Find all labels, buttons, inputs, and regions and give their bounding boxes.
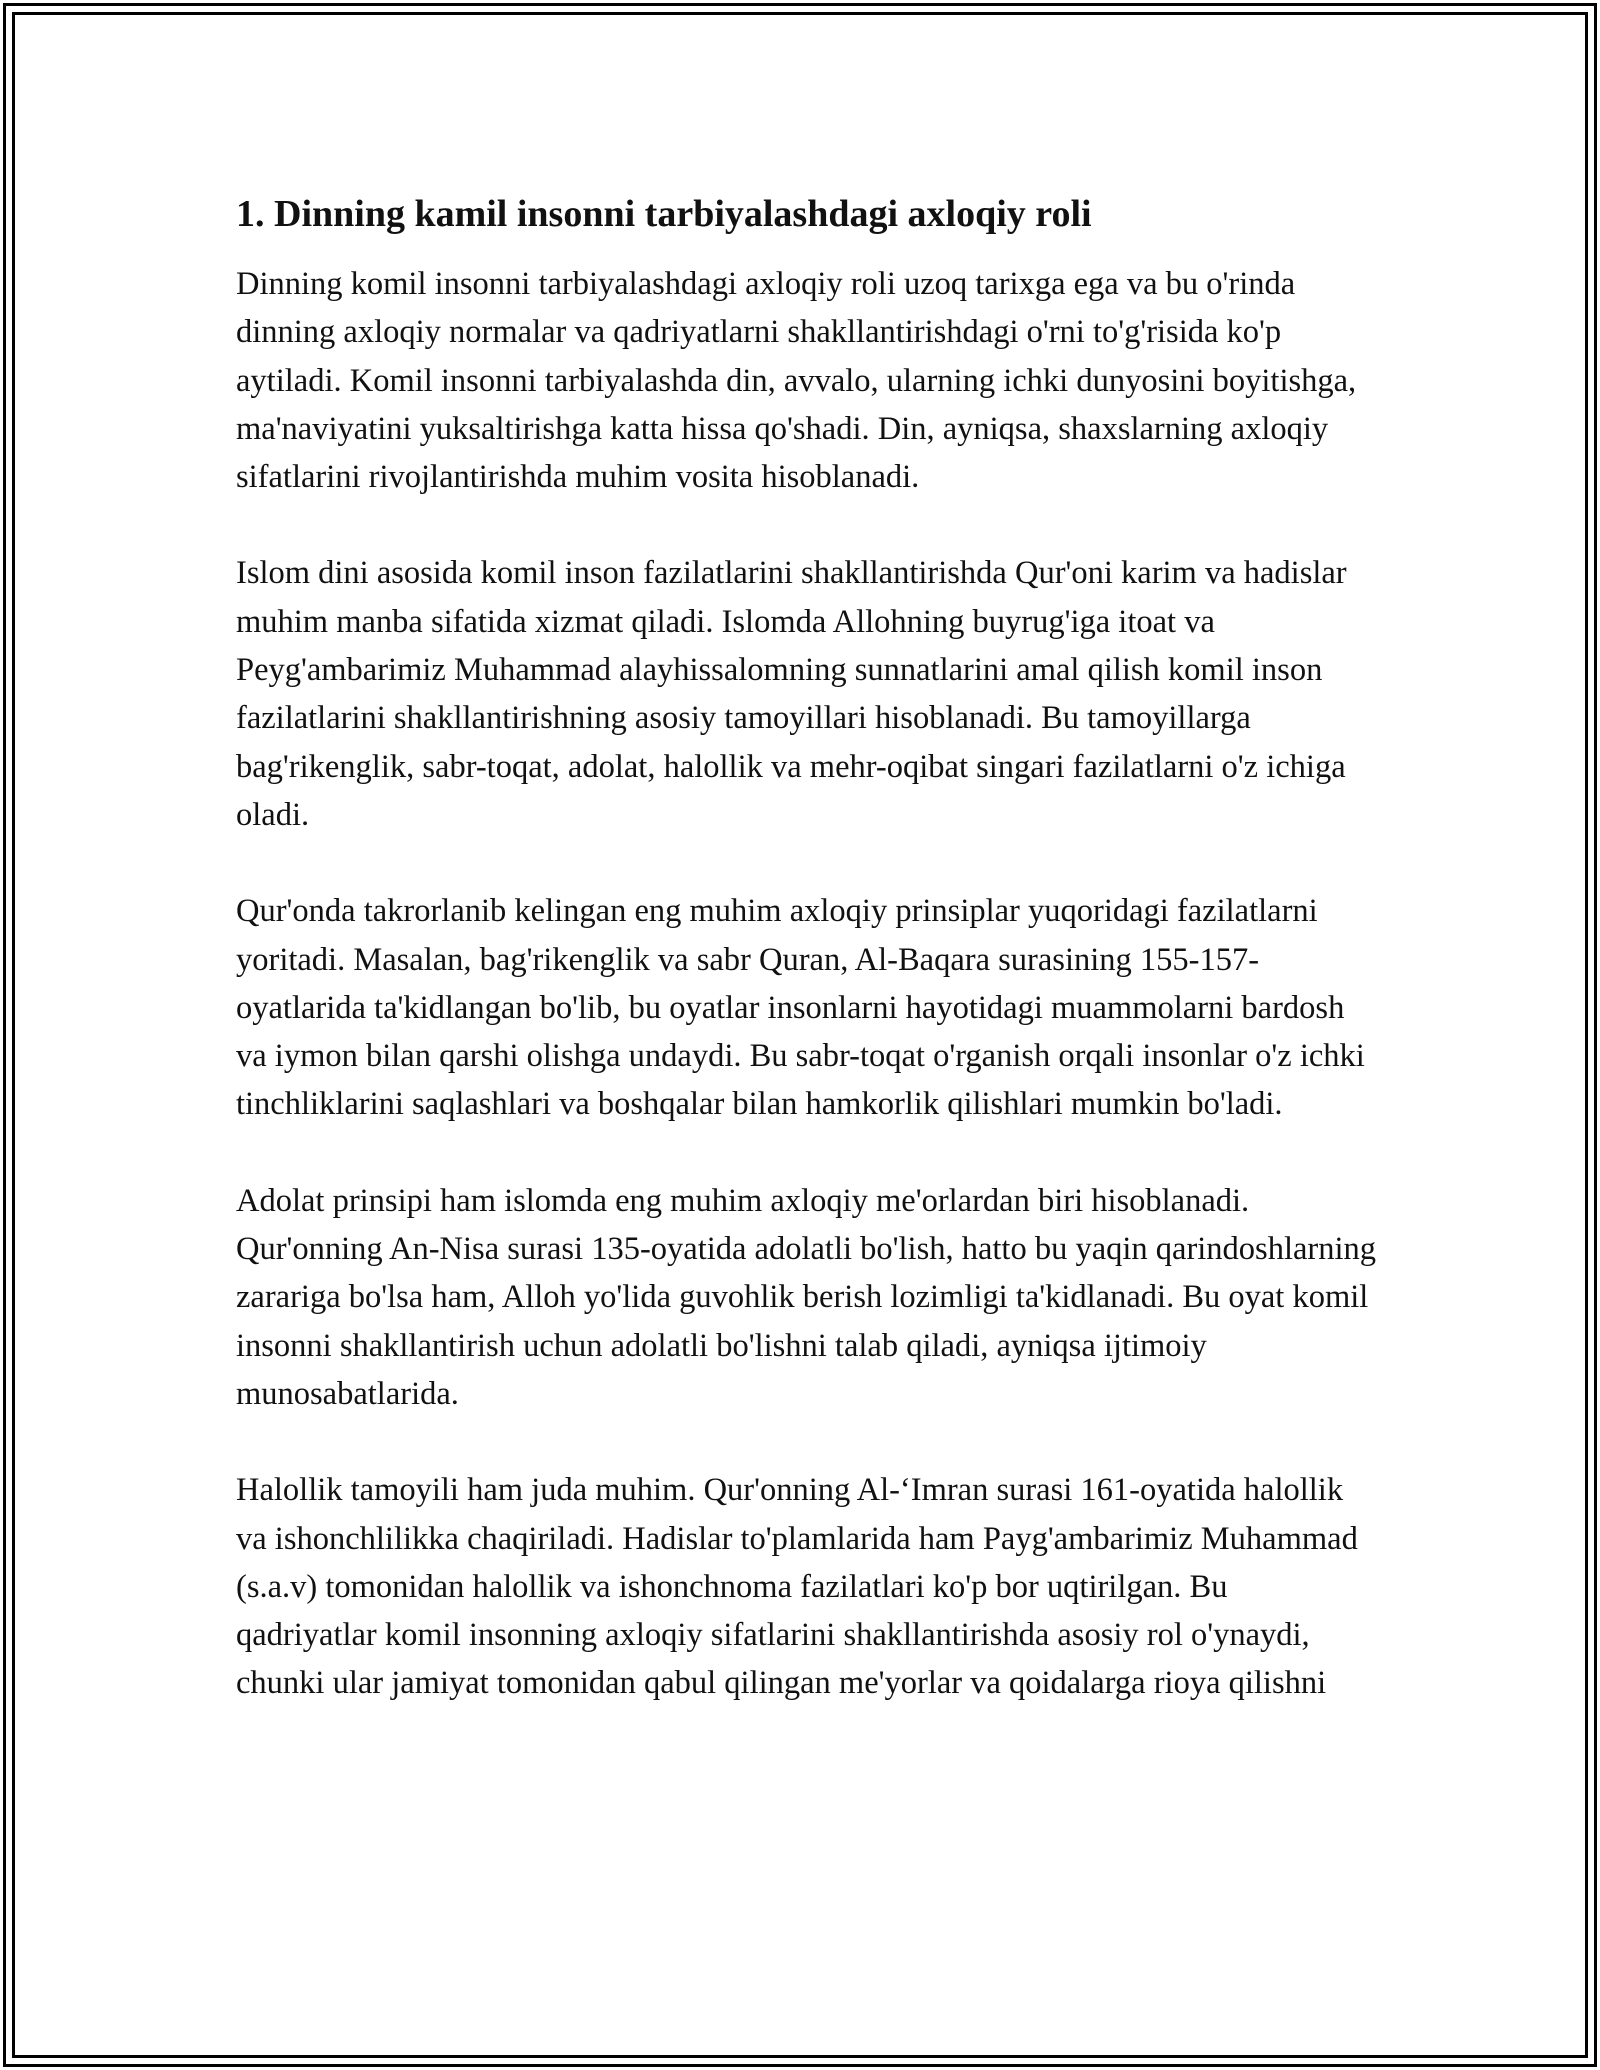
section-heading: 1. Dinning kamil insonni tarbiyalashdagi axloqiy roli [236, 193, 1092, 235]
paragraph-1: Dinning komil insonni tarbiyalashdagi axloqiy roli uzoq tarixga ega va bu o'rinda dinning axloqiy normalar va qadriyatlarni shakllantirishdagi o'rni to'g'risida ko'p aytiladi. Komil insonni tarbiyalashda din, avvalo, ularning ichki dunyosini boyitishga, ma'naviyatini yuksaltirishga katta hissa qo'shadi. Din, ayniqsa, shaxslarning axloqiy sifatlarini rivojlantirishda muhim vosita hisoblanadi. [236, 266, 1357, 496]
paragraph-5: Halollik tamoyili ham juda muhim. Qur'onning Al-‘Imran surasi 161-oyatida halollik va ishonchlilikka chaqiriladi. Hadislar to'plamlarida ham Payg'ambarimiz Muhammad (s.a.v) tomonidan halollik va ishonchnoma fazilatlari ko'p bor uqtirilgan. Bu qadriyatlar komil insonning axloqiy sifatlarini shakllantirishda asosiy rol o'ynaydi, chunki ular jamiyat tomonidan qabul qilingan me'yorlar va qoidalarga rioya qilishni [236, 1472, 1358, 1702]
document-body [236, 188, 1376, 1708]
paragraph-2: Islom dini asosida komil inson fazilatlarini shakllantirishda Qur'oni karim va hadislar muhim manba sifatida xizmat qiladi. Islomda Allohning buyrug'iga itoat va Peyg'ambarimiz Muhammad alayhissalomning sunnatlarini amal qilish komil inson fazilatlarini shakllantirishning asosiy tamoyillari hisoblanadi. Bu tamoyillarga bag'rikenglik, sabr-toqat, adolat, halollik va mehr-oqibat singari fazilatlarni o'z ichiga oladi. [236, 555, 1347, 833]
paragraph-4: Adolat prinsipi ham islomda eng muhim axloqiy me'orlardan biri hisoblanadi. Qur'onning An-Nisa surasi 135-oyatida adolatli bo'lish, hatto bu yaqin qarindoshlarning zarariga bo'lsa ham, Alloh yo'lida guvohlik berish lozimligi ta'kidlanadi. Bu oyat komil insonni shakllantirish uchun adolatli bo'lishni talab qiladi, ayniqsa ijtimoiy munosabatlarida. [236, 1182, 1377, 1412]
paragraph-3: Qur'onda takrorlanib kelingan eng muhim axloqiy prinsiplar yuqoridagi fazilatlarni yoritadi. Masalan, bag'rikenglik va sabr Quran, Al-Baqara surasining 155-157-oyatlarida ta'kidlangan bo'lib, bu oyatlar insonlarni hayotidagi muammolarni bardosh va iymon bilan qarshi olishga undaydi. Bu sabr-toqat o'rganish orqali insonlar o'z ichki tinchliklarini saqlashlari va boshqalar bilan hamkorlik qilishlari mumkin bo'ladi. [236, 893, 1365, 1123]
